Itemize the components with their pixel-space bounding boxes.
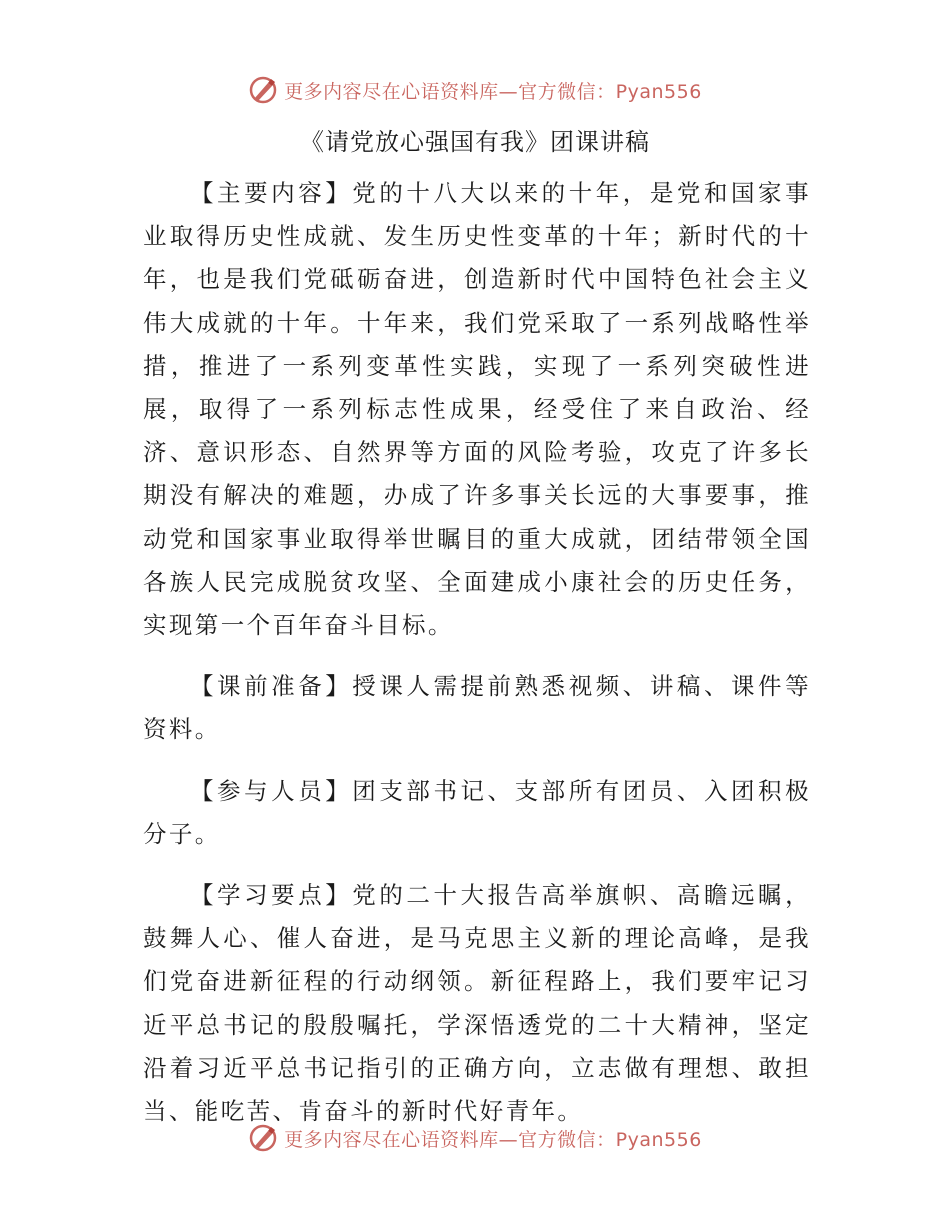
paragraph-preparation: 【课前准备】授课人需提前熟悉视频、讲稿、课件等资料。	[143, 672, 811, 744]
banner-text: 更多内容尽在心语资料库—官方微信：Pyan556	[284, 80, 702, 103]
paragraph-participants: 【参与人员】团支部书记、支部所有团员、入团积极分子。	[143, 776, 811, 848]
banner-text: 更多内容尽在心语资料库—官方微信：Pyan556	[284, 1128, 702, 1151]
document-body	[143, 172, 811, 1151]
header-banner	[0, 70, 950, 110]
paragraph-main-content: 【主要内容】党的十八大以来的十年，是党和国家事业取得历史性成就、发生历史性变革的十年；新时代的十年，也是我们党砥砺奋进，创造新时代中国特色社会主义伟大成就的十年。十年来，我们党采取了一系列战略性举措，推进了一系列变革性实践，实现了一系列突破性进展，取得了一系列标志性成果，经受住了来自政治、经济、意识形态、自然界等方面的风险考验，攻克了许多长期没有解决的难题，办成了许多事关长远的大事要事，推动党和国家事业取得举世瞩目的重大成就，团结带领全国各族人民完成脱贫攻坚、全面建成小康社会的历史任务，实现第一个百年奋斗目标。	[143, 179, 811, 640]
paragraph-key-points: 【学习要点】党的二十大报告高举旗帜、高瞻远瞩，鼓舞人心、催人奋进，是马克思主义新的理论高峰，是我们党奋进新征程的行动纲领。新征程路上，我们要牢记习近平总书记的殷殷嘱托，学深悟透党的二十大精神，坚定沿着习近平总书记指引的正确方向，立志做有理想、敢担当、能吃苦、肯奋斗的新时代好青年。	[143, 881, 811, 1126]
document-title: 《请党放心强国有我》团课讲稿	[300, 128, 650, 156]
pen-logo-icon	[248, 75, 278, 105]
footer-banner	[0, 1118, 950, 1158]
pen-logo-icon	[248, 1123, 278, 1153]
